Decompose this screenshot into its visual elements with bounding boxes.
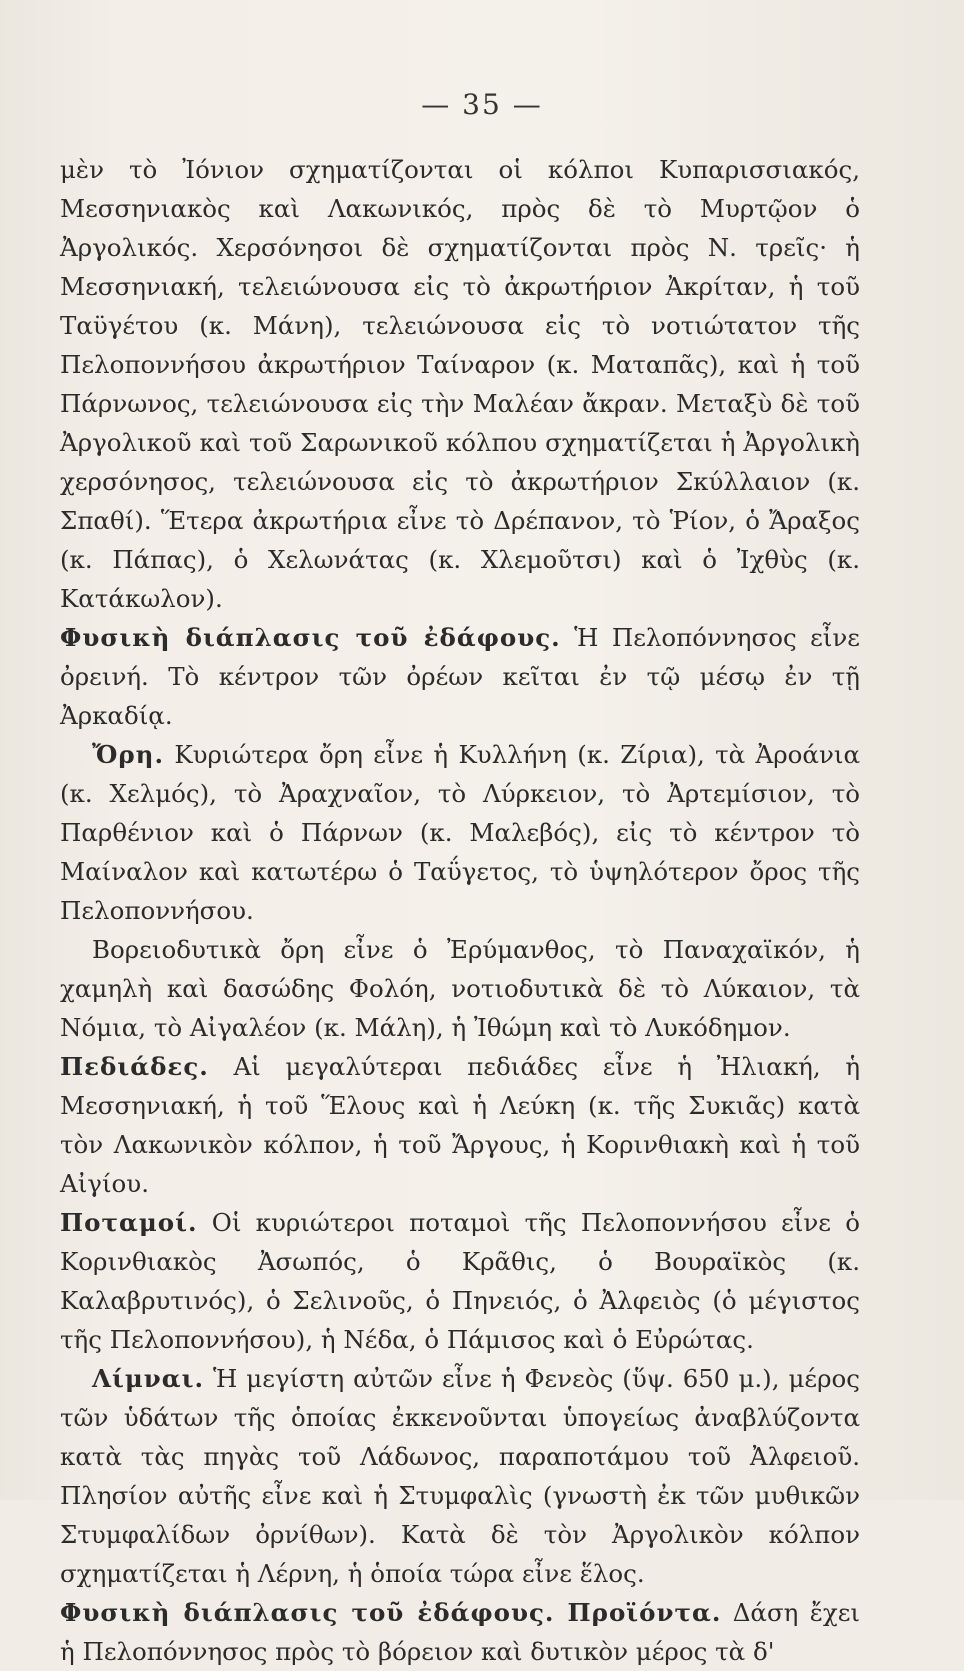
page-number: — 35 —	[421, 88, 543, 121]
body-text	[60, 150, 860, 1671]
plains-text: Αἱ μεγαλύτεραι πεδιάδες εἶνε ἡ Ἠλιακή, ἡ Μεσσηνιακή, ἡ τοῦ Ἕλους καὶ ἡ Λεύκη (κ. τῆς Συκιᾶς) κατὰ τὸν Λακωνικὸν κόλπον, ἡ τοῦ Ἄργους, ἡ Κορινθιακὴ καὶ ἡ τοῦ Αἰγίου.	[60, 1052, 860, 1198]
paragraph-rivers	[60, 1203, 860, 1359]
products-text: Δάση ἔχει ἡ Πελοπόννησος πρὸς τὸ βόρειον καὶ δυτικὸν μέρος τὰ δ'	[60, 1598, 860, 1666]
paragraph-plains	[60, 1047, 860, 1203]
section-heading-terrain: Φυσικὴ διάπλασις τοῦ ἐδάφους.	[60, 623, 561, 652]
paragraph-terrain	[60, 618, 860, 735]
lakes-text: Ἡ μεγίστη αὐτῶν εἶνε ἡ Φενεὸς (ὕψ. 650 μ.), μέρος τῶν ὑδάτων τῆς ὁποίας ἐκκενοῦνται ὑπογείως ἀναβλύζοντα κατὰ τὰς πηγὰς τοῦ Λάδωνος, παραποτάμου τοῦ Ἀλφειοῦ. Πλησίον αὐτῆς εἶνε καὶ ἡ Στυμφαλὶς (γνωστὴ ἐκ τῶν μυθικῶν Στυμφαλίδων ὀρνίθων). Κατὰ δὲ τὸν Ἀργολικὸν κόλπον σχηματίζεται ἡ Λέρνη, ἡ ὁποία τώρα εἶνε ἕλος.	[60, 1364, 860, 1588]
paragraph-lakes	[60, 1359, 860, 1593]
mountains-text: Κυριώτερα ὄρη εἶνε ἡ Κυλλήνη (κ. Ζίρια), τὰ Ἀροάνια (κ. Χελμός), τὸ Ἀραχναῖον, τὸ Λύρκειον, τὸ Ἀρτεμίσιον, τὸ Παρθένιον καὶ ὁ Πάρνων (κ. Μαλεβός), εἰς τὸ κέντρον τὸ Μαίναλον καὶ κατωτέρω ὁ Ταΰγετος, τὸ ὑψηλότερον ὄρος τῆς Πελοποννήσου.	[60, 740, 860, 925]
paragraph-mountains	[60, 735, 860, 930]
paragraph-northwest-mountains: Βορειοδυτικὰ ὄρη εἶνε ὁ Ἐρύμανθος, τὸ Παναχαϊκόν, ἡ χαμηλὴ καὶ δασώδης Φολόη, νοτιοδυτικὰ δὲ τὸ Λύκαιον, τὰ Νόμια, τὸ Αἰγαλέον (κ. Μάλη), ἡ Ἰθώμη καὶ τὸ Λυκόδημον.	[60, 935, 860, 1042]
paragraph-peninsulas: μὲν τὸ Ἰόνιον σχηματίζονται οἱ κόλποι Κυπαρισσιακός, Μεσσηνιακὸς καὶ Λακωνικός, πρὸς δὲ τὸ Μυρτῷον ὁ Ἀργολικός. Χερσόνησοι δὲ σχηματίζονται πρὸς Ν. τρεῖς· ἡ Μεσσηνιακή, τελειώνουσα εἰς τὸ ἀκρωτήριον Ἀκρίταν, ἡ τοῦ Ταϋγέτου (κ. Μάνη), τελειώνουσα εἰς τὸ νοτιώτατον τῆς Πελοποννήσου ἀκρωτήριον Ταίναρον (κ. Ματαπᾶς), καὶ ἡ τοῦ Πάρνωνος, τελειώνουσα εἰς τὴν Μαλέαν ἄκραν. Μεταξὺ δὲ τοῦ Ἀργολικοῦ καὶ τοῦ Σαρωνικοῦ κόλπου σχηματίζεται ἡ Ἀργολικὴ χερσόνησος, τελειώνουσα εἰς τὸ ἀκρωτήριον Σκύλλαιον (κ. Σπαθί). Ἕτερα ἀκρωτήρια εἶνε τὸ Δρέπανον, τὸ Ῥίον, ὁ Ἄραξος (κ. Πάπας), ὁ Χελωνάτας (κ. Χλεμοῦτσι) καὶ ὁ Ἰχθὺς (κ. Κατάκωλον).	[60, 155, 860, 613]
section-heading-products: Φυσικὴ διάπλασις τοῦ ἐδάφους. Προϊόντα.	[60, 1598, 722, 1627]
rivers-text: Οἱ κυριώτεροι ποταμοὶ τῆς Πελοποννήσου εἶνε ὁ Κορινθιακὸς Ἀσωπός, ὁ Κρᾶθις, ὁ Βουραϊκὸς (κ. Καλαβρυτινός), ὁ Σελινοῦς, ὁ Πηνειός, ὁ Ἀλφειὸς (ὁ μέγιστος τῆς Πελοποννήσου), ἡ Νέδα, ὁ Πάμισος καὶ ὁ Εὐρώτας.	[60, 1208, 860, 1354]
section-heading-plains: Πεδιάδες.	[60, 1052, 209, 1081]
section-heading-rivers: Ποταμοί.	[60, 1208, 198, 1237]
paragraph-products	[60, 1593, 860, 1671]
terrain-text: Ἡ Πελοπόννησος εἶνε ὀρεινή. Τὸ κέντρον τῶν ὀρέων κεῖται ἐν τῷ μέσῳ ἐν τῇ Ἀρκαδίᾳ.	[60, 623, 860, 730]
section-heading-mountains: Ὄρη.	[92, 740, 164, 769]
section-heading-lakes: Λίμναι.	[92, 1364, 205, 1393]
